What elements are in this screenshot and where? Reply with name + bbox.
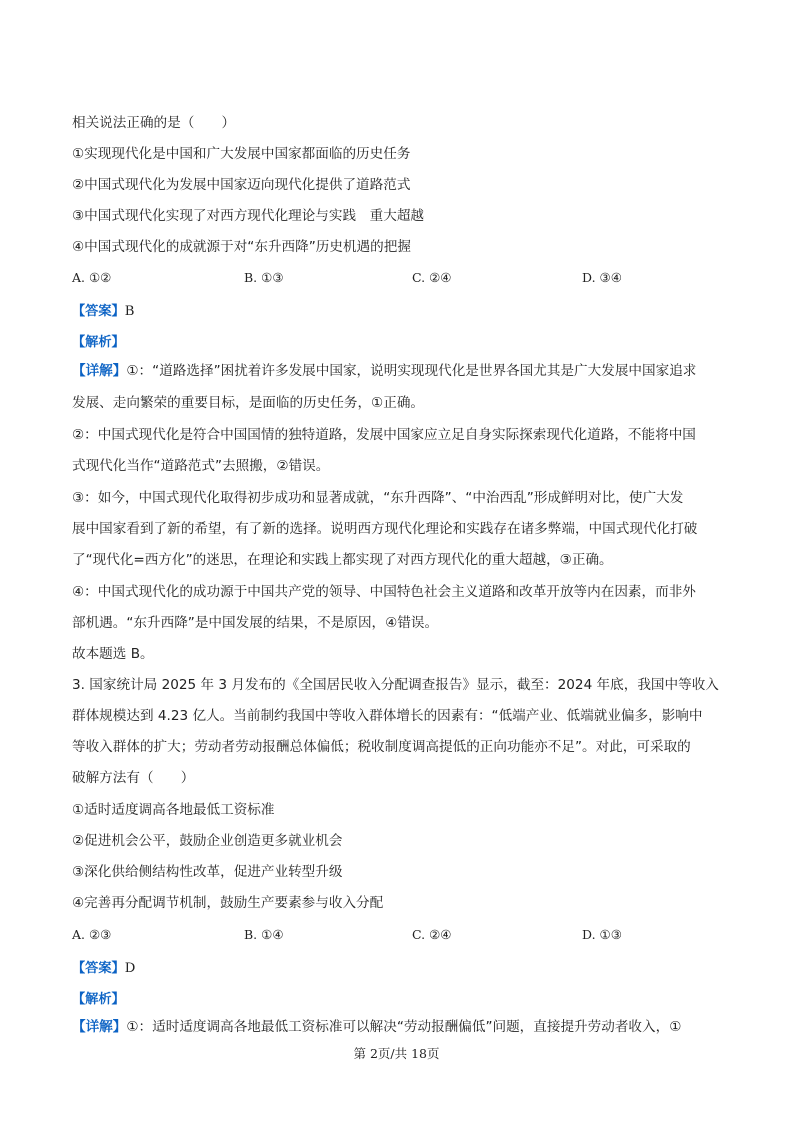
option-a: A. ①② xyxy=(72,270,112,285)
detail-line-9: 部机遇。“东升西降”是中国发展的结果，不是原因，④错误。 xyxy=(72,615,439,631)
detail-line-3: ②：中国式现代化是符合中国国情的独特道路，发展中国家应立足自身实际探索现代化道路，不能将中国 xyxy=(72,427,696,443)
page-footer: 第 2页/共 18页 xyxy=(353,1046,440,1061)
q3-answer-value: D xyxy=(124,961,136,976)
detail-line-5: ③：如今，中国式现代化取得初步成功和显著成就，“东升西降”、“中治西乱”形成鲜明对比，使广大发 xyxy=(72,490,684,506)
q3-detail-text: ①：适时适度调高各地最低工资标准可以解决“劳动报酬偏低”问题，直接提升劳动者收入，① xyxy=(126,1019,682,1035)
q3-statement-4: ④完善再分配调节机制，鼓励生产要素参与收入分配 xyxy=(72,895,384,911)
q3-option-b: B. ①④ xyxy=(244,927,284,942)
detail-line-1 xyxy=(72,362,696,380)
detail-line-8: ④：中国式现代化的成功源于中国共产党的领导、中国特色社会主义道路和改革开放等内在因素，而非外 xyxy=(72,584,696,600)
q3-stem-line-3: 等收入群体的扩大；劳动者劳动报酬总体偏低；税收制度调高提低的正向功能亦不足”。对此，可采取的 xyxy=(72,739,691,755)
q3-answer-options xyxy=(72,927,752,945)
q3-answer-line xyxy=(72,957,135,976)
q3-detail-line-1 xyxy=(72,1018,681,1036)
q3-detail-tag: 【详解】 xyxy=(72,1019,127,1035)
detail-line-4: 式现代化当作“道路范式”去照搬，②错误。 xyxy=(72,458,330,474)
answer-options xyxy=(72,270,752,288)
q3-statement-2: ②促进机会公平，鼓励企业创造更多就业机会 xyxy=(72,833,343,849)
option-d: D. ③④ xyxy=(582,270,622,285)
answer-line xyxy=(72,300,134,319)
statement-4: ④中国式现代化的成就源于对“东升西降”历史机遇的把握 xyxy=(72,239,411,255)
statement-2: ②中国式现代化为发展中国家迈向现代化提供了道路范式 xyxy=(72,177,411,193)
statement-1: ①实现现代化是中国和广大发展中国家都面临的历史任务 xyxy=(72,146,411,162)
conclusion-line: 故本题选 B。 xyxy=(72,646,154,662)
q3-analysis-tag: 【解析】 xyxy=(72,992,125,1007)
detail-text: ①：“道路选择”困扰着许多发展中国家，说明实现现代化是世界各国尤其是广大发展中国家追求 xyxy=(126,363,697,379)
q3-option-c: C. ②④ xyxy=(412,927,452,942)
answer-value: B xyxy=(124,304,135,319)
detail-line-2: 发展、走向繁荣的重要目标，是面临的历史任务，①正确。 xyxy=(72,395,425,411)
q3-answer-tag: 【答案】 xyxy=(72,961,125,976)
option-b: B. ①③ xyxy=(244,270,284,285)
detail-line-6: 展中国家看到了新的希望，有了新的选择。说明西方现代化理论和实践存在诸多弊端，中国式现代化打破 xyxy=(72,521,698,537)
detail-line-7: 了“现代化=西方化”的迷思，在理论和实践上都实现了对西方现代化的重大超越，③正确。 xyxy=(72,552,613,568)
question-stem-tail: 相关说法正确的是（ ） xyxy=(72,115,236,131)
q3-stem-line-1: 3. 国家统计局 2025 年 3 月发布的《全国居民收入分配调查报告》显示，截至：2024 年底，我国中等收入 xyxy=(72,677,719,693)
q3-stem-line-2: 群体规模达到 4.23 亿人。当前制约我国中等收入群体增长的因素有：“低端产业、低端就业偏多，影响中 xyxy=(72,708,703,724)
answer-tag: 【答案】 xyxy=(72,304,125,319)
q3-stem-line-4: 破解方法有（ ） xyxy=(72,770,195,786)
q3-analysis-line xyxy=(72,988,125,1007)
option-c: C. ②④ xyxy=(412,270,452,285)
q3-option-d: D. ①③ xyxy=(582,927,622,942)
analysis-tag: 【解析】 xyxy=(72,335,125,350)
analysis-line xyxy=(72,331,125,350)
detail-tag: 【详解】 xyxy=(72,363,127,379)
q3-statement-1: ①适时适度调高各地最低工资标准 xyxy=(72,802,275,818)
statement-3: ③中国式现代化实现了对西方现代化理论与实践 重大超越 xyxy=(72,208,425,224)
q3-statement-3: ③深化供给侧结构性改革，促进产业转型升级 xyxy=(72,864,343,880)
q3-option-a: A. ②③ xyxy=(72,927,112,942)
